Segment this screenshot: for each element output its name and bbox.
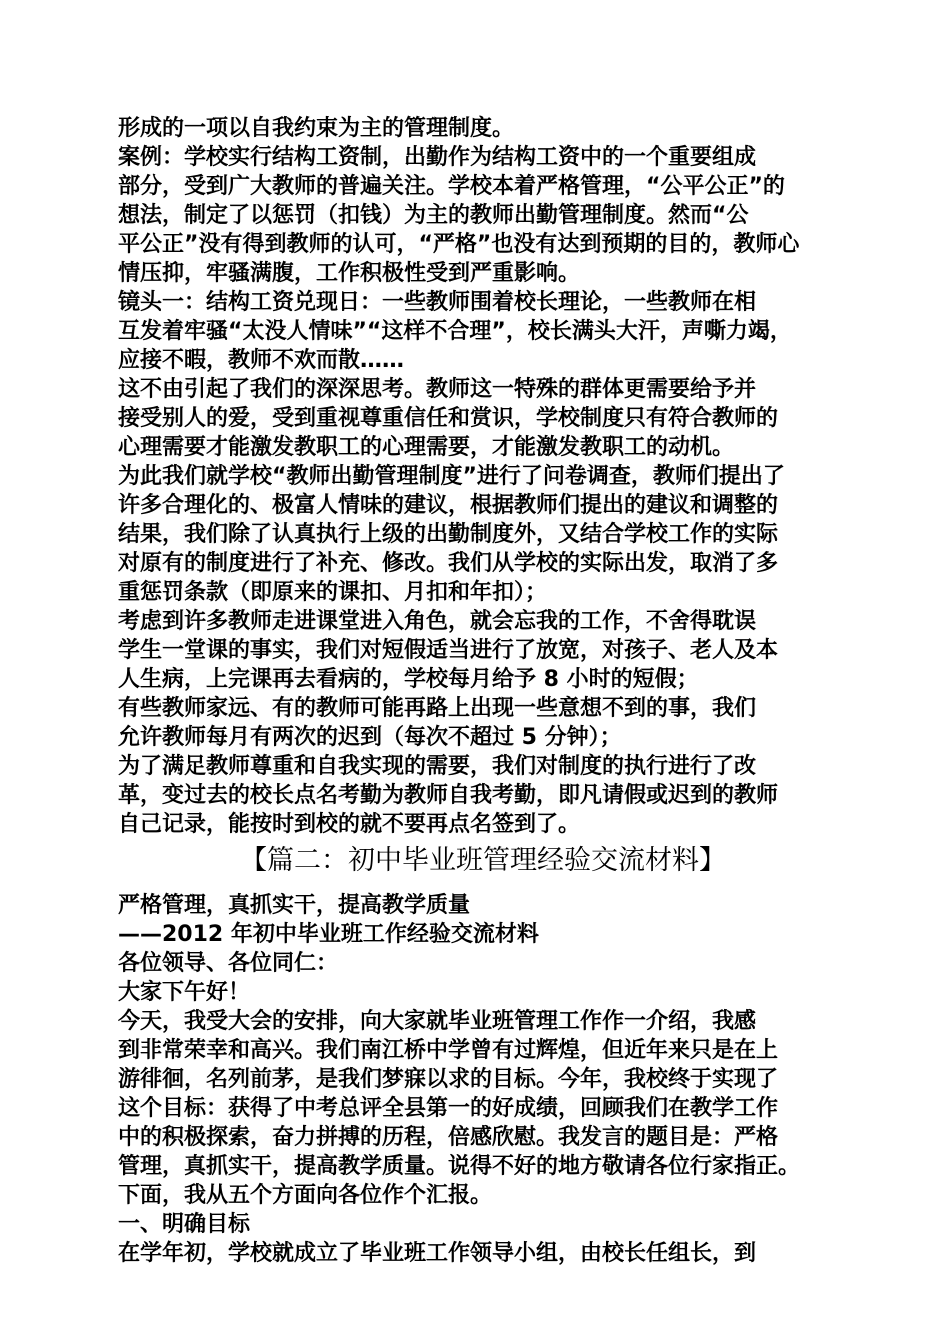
text-line: 严格管理，真抓实干，提高教学质量 bbox=[118, 893, 471, 918]
text-line: 想法，制定了以惩罚（扣钱）为主的教师出勤管理制度。然而“公 bbox=[118, 203, 749, 228]
text-line: 下面，我从五个方面向各位作个汇报。 bbox=[118, 1183, 493, 1208]
text-line: 这不由引起了我们的深深思考。教师这一特殊的群体更需要给予并 bbox=[118, 377, 757, 402]
section-heading: 【篇二：初中毕业班管理经验交流材料】 bbox=[240, 845, 726, 876]
text-line: 案例：学校实行结构工资制，出勤作为结构工资中的一个重要组成 bbox=[118, 145, 757, 170]
text-line: 管理，真抓实干，提高教学质量。说得不好的地方敬请各位行家指正。 bbox=[118, 1154, 801, 1179]
text-line: 中的积极探索，奋力拼搏的历程，倍感欣慰。我发言的题目是：严格 bbox=[118, 1125, 779, 1150]
text-line: 镜头一：结构工资兑现日：一些教师围着校长理论，一些教师在相 bbox=[118, 290, 757, 315]
text-line: 这个目标：获得了中考总评全县第一的好成绩，回顾我们在教学工作 bbox=[118, 1096, 779, 1121]
text-line: 结果，我们除了认真执行上级的出勤制度外，又结合学校工作的实际 bbox=[118, 522, 779, 547]
text-line: 互发着牢骚“太没人情味”“这样不合理”，校长满头大汗，声嘶力竭， bbox=[118, 319, 792, 344]
text-line: 自己记录，能按时到校的就不要再点名签到了。 bbox=[118, 812, 581, 837]
text-line: 对原有的制度进行了补充、修改。我们从学校的实际出发，取消了多 bbox=[118, 551, 779, 576]
text-line: 心理需要才能激发教职工的心理需要，才能激发教职工的动机。 bbox=[118, 435, 735, 460]
text-line: 形成的一项以自我约束为主的管理制度。 bbox=[118, 116, 515, 141]
text-line: 到非常荣幸和高兴。我们南江桥中学曾有过辉煌，但近年来只是在上 bbox=[118, 1038, 779, 1063]
text-line: 考虑到许多教师走进课堂进入角色，就会忘我的工作，不舍得耽误 bbox=[118, 609, 757, 634]
text-line: 为此我们就学校“教师出勤管理制度”进行了问卷调查，教师们提出了 bbox=[118, 464, 785, 489]
text-line: 游徘徊，名列前茅，是我们梦寐以求的目标。今年，我校终于实现了 bbox=[118, 1067, 779, 1092]
text-line: 情压抑，牢骚满腹，工作积极性受到严重影响。 bbox=[118, 261, 581, 286]
text-line: 学生一堂课的事实，我们对短假适当进行了放宽，对孩子、老人及本 bbox=[118, 638, 779, 663]
text-line: 人生病，上完课再去看病的，学校每月给予 8 小时的短假； bbox=[118, 667, 699, 692]
text-line: 平公正”没有得到教师的认可，“严格”也没有达到预期的目的，教师心 bbox=[118, 232, 800, 257]
section-one bbox=[118, 114, 838, 839]
text-line: 各位领导、各位同仁： bbox=[118, 951, 339, 976]
text-line: 应接不暇，教师不欢而散…… bbox=[118, 348, 405, 373]
text-line: 大家下午好！ bbox=[118, 980, 251, 1005]
text-line: 重惩罚条款（即原来的课扣、月扣和年扣）； bbox=[118, 580, 548, 605]
text-line: 接受别人的爱，受到重视尊重信任和赏识，学校制度只有符合教师的 bbox=[118, 406, 779, 431]
text-line: 一、明确目标 bbox=[118, 1212, 251, 1237]
section-two bbox=[118, 891, 838, 1268]
text-line: 许多合理化的、极富人情味的建议，根据教师们提出的建议和调整的 bbox=[118, 493, 779, 518]
text-line: 部分，受到广大教师的普遍关注。学校本着严格管理，“公平公正”的 bbox=[118, 174, 785, 199]
text-line: 有些教师家远、有的教师可能再路上出现一些意想不到的事，我们 bbox=[118, 696, 757, 721]
text-line: 允许教师每月有两次的迟到（每次不超过 5 分钟）； bbox=[118, 725, 622, 750]
text-line: ——2012 年初中毕业班工作经验交流材料 bbox=[118, 922, 539, 947]
text-line: 今天，我受大会的安排，向大家就毕业班管理工作作一介绍，我感 bbox=[118, 1009, 757, 1034]
text-line: 革，变过去的校长点名考勤为教师自我考勤，即凡请假或迟到的教师 bbox=[118, 783, 779, 808]
text-line: 在学年初，学校就成立了毕业班工作领导小组，由校长任组长，到 bbox=[118, 1241, 757, 1266]
document-body bbox=[118, 114, 838, 1268]
text-line: 为了满足教师尊重和自我实现的需要，我们对制度的执行进行了改 bbox=[118, 754, 757, 779]
